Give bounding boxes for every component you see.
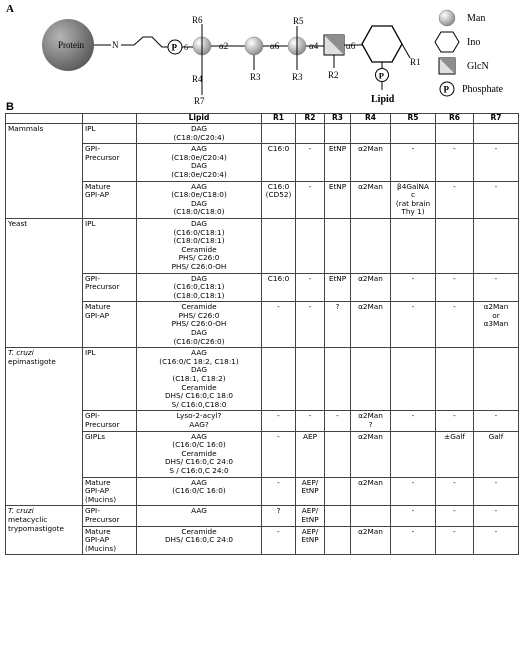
organism-cell: Yeast: [6, 218, 83, 347]
substituent-r7: R7: [194, 96, 205, 106]
r1-cell: C16:0 (CD52): [262, 181, 296, 218]
header-cell: R4: [351, 114, 391, 124]
r7-cell: -: [474, 526, 519, 555]
stage-cell: GIPLs: [83, 431, 137, 477]
r3-cell: [325, 124, 351, 144]
legend-ino-label: Ino: [467, 37, 481, 48]
stage-cell: IPL: [83, 124, 137, 144]
lipid-cell: Ceramide PHS/ C26:0 PHS/ C26:0-OH DAG (C16:0/C26:0): [137, 302, 262, 348]
header-cell: R7: [474, 114, 519, 124]
legend-ino-hexagon-icon: [435, 32, 459, 52]
r5-cell: -: [391, 273, 436, 302]
r3-cell: [325, 348, 351, 411]
lipid-cell: AAG (C18:0e/C20:4) DAG (C18:0e/C20:4): [137, 144, 262, 181]
header-cell: R2: [296, 114, 325, 124]
r6-cell: -: [436, 506, 474, 526]
r3-cell: EtNP: [325, 181, 351, 218]
lipid-substituent-table: [5, 113, 519, 555]
r5-cell: [391, 431, 436, 477]
r1-cell: [262, 218, 296, 273]
r2-cell: -: [296, 144, 325, 181]
r2-cell: -: [296, 181, 325, 218]
lipid-label: Lipid: [371, 94, 395, 105]
r4-cell: α2Man: [351, 431, 391, 477]
r6-cell: -: [436, 181, 474, 218]
r7-cell: -: [474, 411, 519, 431]
table-row: [6, 144, 519, 181]
protein-label: Protein: [58, 40, 84, 50]
r7-cell: -: [474, 273, 519, 302]
r1-cell: ?: [262, 506, 296, 526]
r1-cell: C16:0: [262, 273, 296, 302]
r2-cell: [296, 124, 325, 144]
r6-cell: -: [436, 411, 474, 431]
table-row: [6, 273, 519, 302]
table-row: [6, 526, 519, 555]
header-cell: [6, 114, 83, 124]
r1-cell: -: [262, 411, 296, 431]
r5-cell: -: [391, 411, 436, 431]
r1-cell: -: [262, 477, 296, 506]
r6-cell: [436, 218, 474, 273]
table-row: [6, 181, 519, 218]
r5-cell: -: [391, 526, 436, 555]
legend-glcn-label: GlcN: [467, 61, 489, 72]
substituent-r3-a: R3: [250, 72, 261, 82]
r7-cell: [474, 218, 519, 273]
stage-cell: GPI- Precursor: [83, 144, 137, 181]
legend: [435, 10, 504, 96]
r3-cell: ?: [325, 302, 351, 348]
r1-cell: C16:0: [262, 144, 296, 181]
lipid-cell: Ceramide DHS/ C16:0,C 24:0: [137, 526, 262, 555]
header-cell: [83, 114, 137, 124]
table-header-row: [6, 114, 519, 124]
r2-cell: AEP/ EtNP: [296, 526, 325, 555]
r2-cell: [296, 348, 325, 411]
r7-cell: α2Man or α3Man: [474, 302, 519, 348]
header-cell: R1: [262, 114, 296, 124]
r5-cell: [391, 124, 436, 144]
organism-cell: T. cruzi metacyclic trypomastigote: [6, 506, 83, 555]
r5-cell: -: [391, 302, 436, 348]
phosphate-symbol: P: [171, 42, 177, 53]
table-row: [6, 124, 519, 144]
r4-cell: α2Man: [351, 477, 391, 506]
lipid-cell: AAG (C16:0/C 16:0): [137, 477, 262, 506]
r5-cell: β4GalNA c (rat brain Thy 1): [391, 181, 436, 218]
r2-cell: AEP/ EtNP: [296, 477, 325, 506]
lipid-cell: AAG (C16:0/C 18:2, C18:1) DAG (C18:1, C18:2) Ceramide DHS/ C16:0,C 18:0 S/ C16:0,C18:0: [137, 348, 262, 411]
r4-cell: [351, 218, 391, 273]
r7-cell: -: [474, 477, 519, 506]
r2-cell: -: [296, 411, 325, 431]
substituent-r4: R4: [192, 74, 203, 84]
r1-cell: -: [262, 431, 296, 477]
r7-cell: -: [474, 506, 519, 526]
lipid-cell: DAG (C16:0,C18:1) (C18:0,C18:1): [137, 273, 262, 302]
ethanolamine-linker: [121, 37, 168, 47]
table-row: [6, 506, 519, 526]
header-cell: Lipid: [137, 114, 262, 124]
lipid-cell: AAG: [137, 506, 262, 526]
r3-cell: EtNP: [325, 273, 351, 302]
organism-cell: T. cruzi epimastigote: [6, 348, 83, 506]
stage-cell: Mature GPI-AP: [83, 181, 137, 218]
legend-man-sphere-icon: [439, 10, 455, 26]
table-row: [6, 411, 519, 431]
lipid-cell: DAG (C18:0/C20:4): [137, 124, 262, 144]
r3-cell: [325, 506, 351, 526]
r4-cell: α2Man: [351, 144, 391, 181]
r1-cell: -: [262, 526, 296, 555]
r6-cell: ±Galf: [436, 431, 474, 477]
r4-cell: [351, 506, 391, 526]
stage-cell: Mature GPI-AP (Mucins): [83, 526, 137, 555]
substituent-r5: R5: [293, 16, 304, 26]
r7-cell: -: [474, 144, 519, 181]
r5-cell: [391, 348, 436, 411]
r7-cell: [474, 348, 519, 411]
table-row: [6, 431, 519, 477]
r5-cell: -: [391, 477, 436, 506]
stage-cell: Mature GPI-AP (Mucins): [83, 477, 137, 506]
linkage-4: α4: [309, 41, 319, 51]
r3-cell: EtNP: [325, 144, 351, 181]
r3-cell: [325, 477, 351, 506]
stage-cell: IPL: [83, 218, 137, 273]
mannose-sphere-2: [245, 37, 263, 55]
r7-cell: [474, 124, 519, 144]
r4-cell: α2Man: [351, 302, 391, 348]
r4-cell: α2Man: [351, 181, 391, 218]
r2-cell: AEP: [296, 431, 325, 477]
r7-cell: -: [474, 181, 519, 218]
linkage-1: 6: [184, 43, 188, 52]
panel-b-label: B: [6, 101, 14, 113]
table-row: [6, 218, 519, 273]
inositol-hexagon-icon: [362, 26, 402, 62]
gpi-structure-diagram: [0, 0, 522, 112]
table-row: [6, 302, 519, 348]
panel-a-label: A: [6, 3, 14, 15]
lipid-cell: DAG (C16:0/C18:1) (C18:0/C18:1) Ceramide PHS/ C26:0 PHS/ C26:0-OH: [137, 218, 262, 273]
r4-cell: α2Man ?: [351, 411, 391, 431]
r6-cell: -: [436, 302, 474, 348]
r4-cell: [351, 348, 391, 411]
r5-cell: -: [391, 144, 436, 181]
organism-cell: Mammals: [6, 124, 83, 219]
r1-cell: -: [262, 302, 296, 348]
r3-cell: [325, 431, 351, 477]
lipid-cell: AAG (C16:0/C 16:0) Ceramide DHS/ C16:0,C 24:0 S / C16:0,C 24:0: [137, 431, 262, 477]
header-cell: R3: [325, 114, 351, 124]
r3-cell: [325, 526, 351, 555]
lipid-cell: AAG (C18:0e/C18:0) DAG (C18:0/C18:0): [137, 181, 262, 218]
r3-cell: [325, 218, 351, 273]
r6-cell: [436, 124, 474, 144]
r3-cell: -: [325, 411, 351, 431]
table-row: [6, 477, 519, 506]
table-row: [6, 348, 519, 411]
r7-cell: Galf: [474, 431, 519, 477]
stage-cell: GPI- Precursor: [83, 506, 137, 526]
stage-cell: GPI- Precursor: [83, 411, 137, 431]
r2-cell: [296, 218, 325, 273]
legend-phosphate-symbol: P: [443, 84, 449, 95]
r5-cell: -: [391, 506, 436, 526]
r2-cell: AEP/ EtNP: [296, 506, 325, 526]
header-cell: R6: [436, 114, 474, 124]
substituent-r2: R2: [328, 70, 339, 80]
lipid-cell: Lyso-2-acyl? AAG?: [137, 411, 262, 431]
substituent-r3-b: R3: [292, 72, 303, 82]
r4-cell: α2Man: [351, 273, 391, 302]
r2-cell: -: [296, 273, 325, 302]
r5-cell: [391, 218, 436, 273]
linkage-3: α6: [270, 41, 280, 51]
r4-cell: [351, 124, 391, 144]
linkage-2: α2: [219, 41, 229, 51]
r1-cell: [262, 348, 296, 411]
legend-phosphate-label: Phosphate: [462, 84, 504, 95]
r6-cell: -: [436, 477, 474, 506]
legend-man-label: Man: [467, 13, 486, 24]
linkage-5: α6: [346, 41, 356, 51]
r2-cell: -: [296, 302, 325, 348]
r1-cell: [262, 124, 296, 144]
r6-cell: -: [436, 144, 474, 181]
stage-cell: GPI- Precursor: [83, 273, 137, 302]
header-cell: R5: [391, 114, 436, 124]
n-label: N: [112, 40, 119, 50]
r6-cell: -: [436, 526, 474, 555]
r6-cell: [436, 348, 474, 411]
lipid-phosphate-symbol: P: [378, 70, 385, 81]
stage-cell: IPL: [83, 348, 137, 411]
substituent-r1: R1: [410, 57, 421, 67]
substituent-r6: R6: [192, 15, 203, 25]
r4-cell: α2Man: [351, 526, 391, 555]
stage-cell: Mature GPI-AP: [83, 302, 137, 348]
r6-cell: -: [436, 273, 474, 302]
